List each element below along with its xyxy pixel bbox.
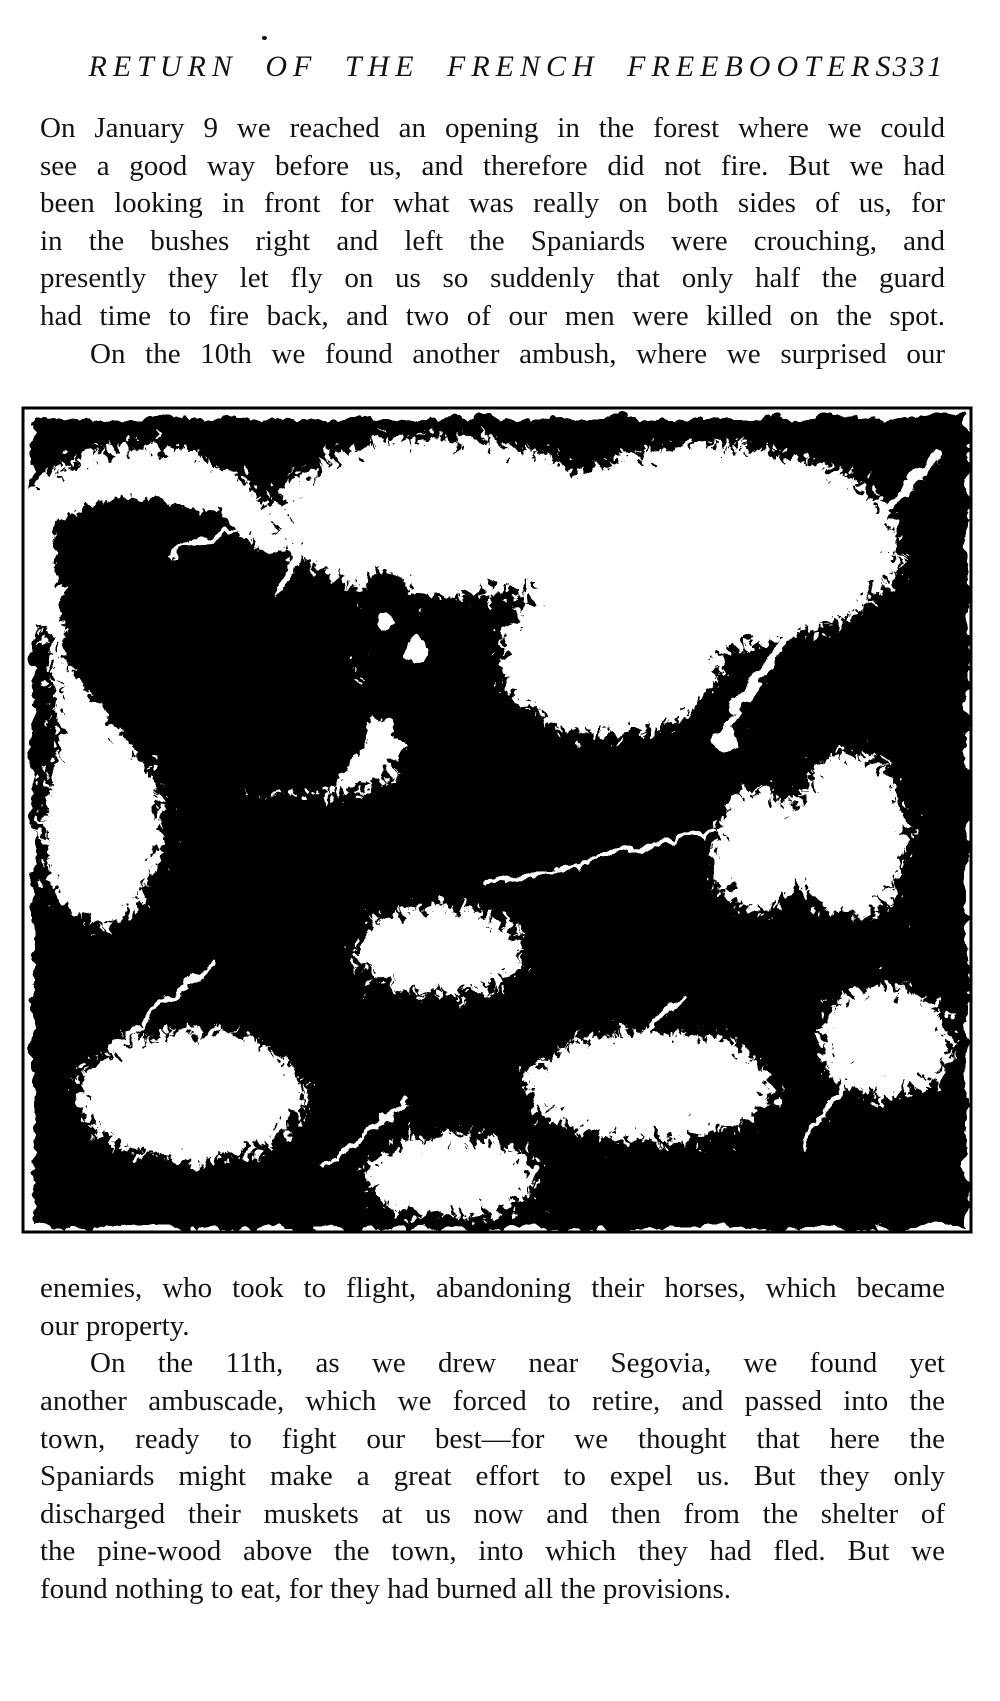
text-line: another ambuscade, which we forced to retire, and passed into the	[40, 1384, 945, 1417]
text-line: Spaniards might make a great effort to expel us. But they only	[40, 1460, 945, 1493]
text-line: the pine-wood above the town, into which they had fled. But we	[40, 1535, 945, 1568]
running-head-title: RETURN OF THE FRENCH FREEBOOTERS	[88, 50, 897, 83]
text-line: our property.	[40, 1309, 190, 1342]
paragraph	[40, 336, 945, 374]
text-column	[40, 110, 945, 1609]
page-number: 331	[892, 51, 945, 83]
paragraph	[40, 1345, 945, 1608]
text-line: On January 9 we reached an opening in the forest where we could	[40, 112, 945, 144]
text-line: presently they let fly on us so suddenly that only half the guard	[40, 262, 945, 295]
text-line: had time to fire back, and two of our men were killed on the spot.	[40, 299, 945, 332]
text-line: been looking in front for what was really on both sides of us, for	[40, 187, 945, 220]
battle-engraving	[18, 403, 976, 1237]
text-line: town, ready to fight our best—for we thought that here the	[40, 1422, 945, 1455]
running-head	[40, 0, 945, 82]
text-line: in the bushes right and left the Spaniards were crouching, and	[40, 224, 945, 257]
battle-illustration	[18, 403, 976, 1237]
text-line: discharged their muskets at us now and then from the shelter of	[40, 1497, 945, 1530]
text-line: found nothing to eat, for they had burned all the provisions.	[40, 1572, 732, 1605]
text-line: On the 10th we found another ambush, where we surprised our	[90, 337, 945, 370]
grain-layer	[30, 415, 964, 1225]
text-line: see a good way before us, and therefore did not fire. But we had	[40, 149, 945, 182]
text-line: On the 11th, as we drew near Segovia, we found yet	[90, 1347, 945, 1380]
paragraph	[40, 110, 945, 336]
text-line: enemies, who took to flight, abandoning their horses, which became	[40, 1272, 945, 1305]
paragraph	[40, 1270, 945, 1345]
engraving-body	[18, 415, 964, 1225]
